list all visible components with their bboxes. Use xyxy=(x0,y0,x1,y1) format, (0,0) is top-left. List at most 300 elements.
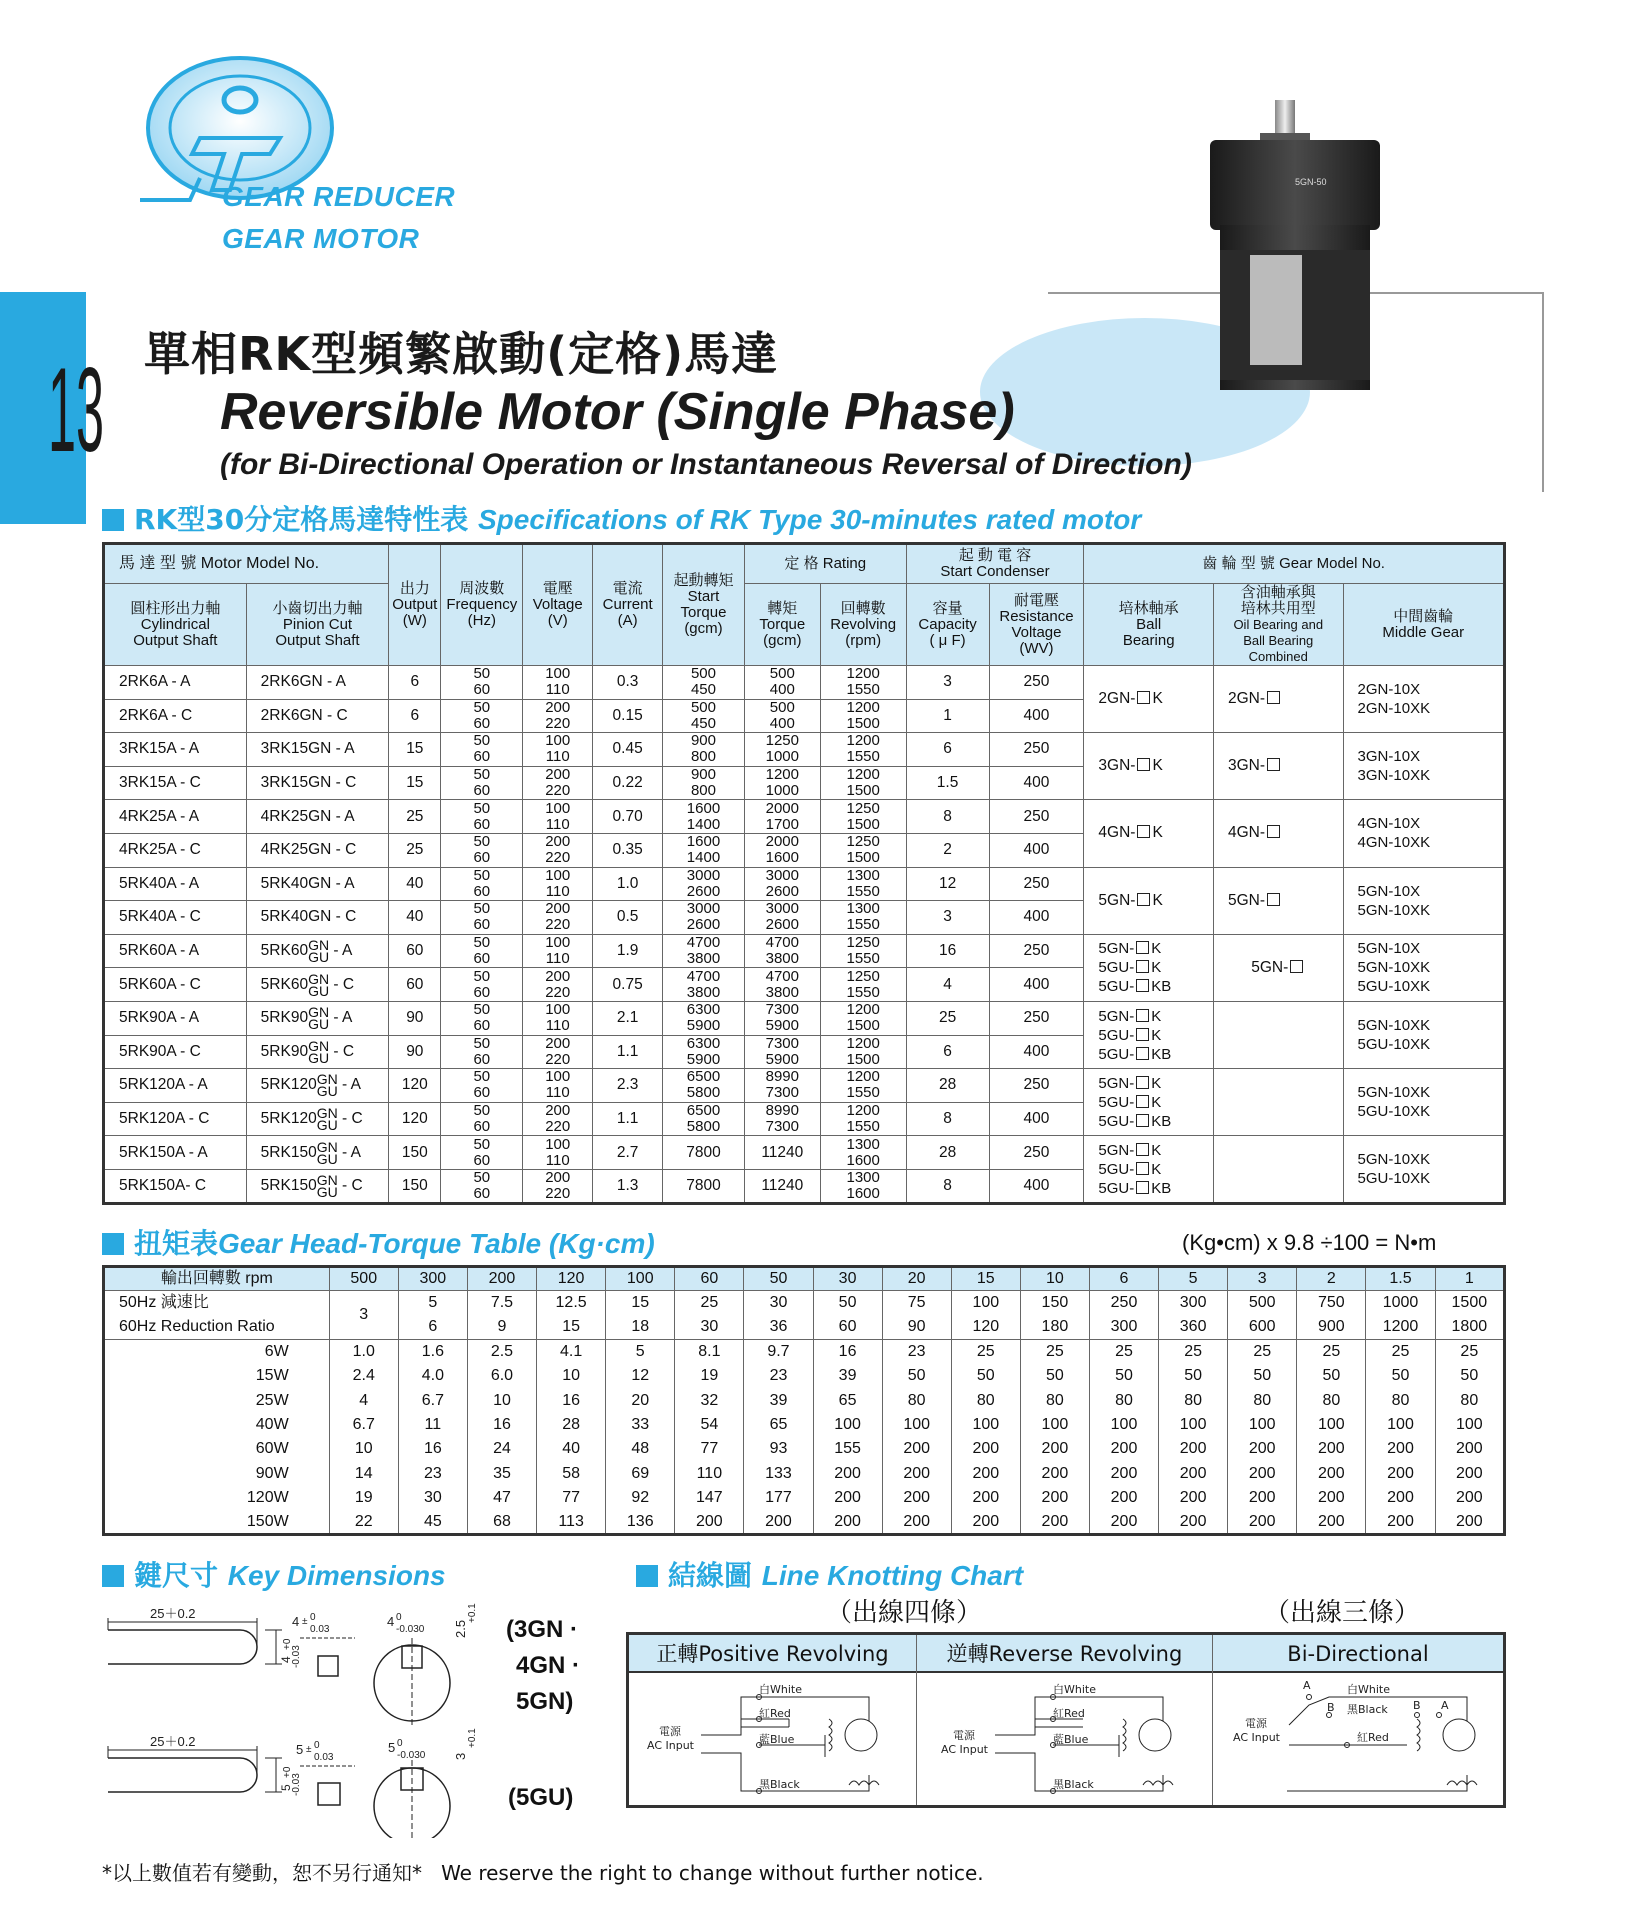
rating-torque: 3000 2600 xyxy=(744,901,820,935)
start-torque-header: 起動轉矩 Start Torque (gcm) xyxy=(663,544,745,666)
rating-torque: 11240 xyxy=(744,1169,820,1203)
frequency: 50 60 xyxy=(441,1136,523,1170)
output-watts: 15 xyxy=(389,733,441,767)
rpm-value: 500 xyxy=(329,1267,398,1291)
revolving: 1250 1500 xyxy=(820,833,906,867)
page-subtitle: (for Bi-Directional Operation or Instantaneous Reversal of Direction) xyxy=(220,448,1192,481)
voltage: 100 110 xyxy=(523,733,593,767)
torque-value: 8.1 xyxy=(675,1340,744,1364)
ratio-60hz-value: 18 xyxy=(606,1315,675,1339)
torque-value: 10 xyxy=(537,1364,606,1388)
svg-text:0: 0 xyxy=(310,1612,316,1623)
blank-box xyxy=(1136,1143,1149,1156)
current: 0.75 xyxy=(593,968,663,1002)
start-torque: 6300 5900 xyxy=(663,1001,745,1035)
capacity: 2 xyxy=(906,833,989,867)
svg-text:黑Black: 黑Black xyxy=(759,1778,800,1791)
voltage-header: 電壓 Voltage (V) xyxy=(523,544,593,666)
ratio-50hz-value: 30 xyxy=(744,1291,813,1315)
torque-value: 133 xyxy=(744,1462,813,1486)
resistance-voltage: 400 xyxy=(989,1102,1084,1136)
torque-value: 50 xyxy=(1228,1364,1297,1388)
current-header: 電流 Current (A) xyxy=(593,544,663,666)
rpm-value: 3 xyxy=(1228,1267,1297,1291)
rpm-value: 200 xyxy=(467,1267,536,1291)
capacity: 4 xyxy=(906,968,989,1002)
torque-value: 200 xyxy=(1435,1437,1504,1461)
current: 0.35 xyxy=(593,833,663,867)
torque-value: 200 xyxy=(882,1462,951,1486)
voltage: 200 220 xyxy=(523,968,593,1002)
cylindrical-model: 3RK15A - C xyxy=(104,766,247,800)
rating-torque-header: 轉矩 Torque (gcm) xyxy=(744,584,820,666)
capacity: 12 xyxy=(906,867,989,901)
torque-value: 200 xyxy=(882,1486,951,1510)
rating-torque: 7300 5900 xyxy=(744,1035,820,1069)
voltage: 200 220 xyxy=(523,1169,593,1203)
torque-value: 100 xyxy=(1228,1413,1297,1437)
torque-value: 32 xyxy=(675,1388,744,1412)
svg-text:±: ± xyxy=(306,1744,312,1755)
ratio-60hz-value: 6 xyxy=(398,1315,467,1339)
torque-value: 40 xyxy=(537,1437,606,1461)
torque-watts: 120W xyxy=(104,1486,330,1510)
gn-gu-label: GN GU xyxy=(308,1004,330,1033)
resistance-voltage: 400 xyxy=(989,901,1084,935)
capacity: 3 xyxy=(906,901,989,935)
ratio-60hz-value: 1200 xyxy=(1366,1315,1435,1339)
revolving: 1200 1550 xyxy=(820,666,906,700)
spec-row xyxy=(104,733,1505,767)
svg-text:+0: +0 xyxy=(282,1766,293,1778)
wiring-diagrams xyxy=(629,1675,1503,1805)
middle-gear-model: 5GN-10X 5GN-10XK xyxy=(1343,867,1504,934)
output-watts: 90 xyxy=(389,1001,441,1035)
key-section-heading: 鍵尺寸 Key Dimensions xyxy=(102,1554,446,1594)
resistance-voltage: 400 xyxy=(989,968,1084,1002)
svg-text:0: 0 xyxy=(396,1612,402,1623)
torque-value: 77 xyxy=(675,1437,744,1461)
output-watts: 150 xyxy=(389,1169,441,1203)
svg-text:電源: 電源 xyxy=(1245,1717,1267,1730)
ratio-50hz-value: 12.5 xyxy=(537,1291,606,1315)
torque-value: 50 xyxy=(1435,1364,1504,1388)
torque-value: 200 xyxy=(1366,1462,1435,1486)
pinion-model: 4RK25GN - C xyxy=(246,833,389,867)
torque-value: 200 xyxy=(1159,1486,1228,1510)
torque-value: 58 xyxy=(537,1462,606,1486)
blank-box xyxy=(1137,691,1150,704)
voltage: 200 220 xyxy=(523,1035,593,1069)
motor-label: 5GN-50 xyxy=(1295,177,1327,187)
torque-value: 65 xyxy=(744,1413,813,1437)
torque-value: 136 xyxy=(606,1510,675,1534)
gear-model-header: 齒 輪 型 號 Gear Model No. xyxy=(1084,544,1505,584)
ratio-60hz-value: 30 xyxy=(675,1315,744,1339)
svg-text:黑Black: 黑Black xyxy=(1053,1778,1094,1791)
torque-value: 80 xyxy=(1159,1388,1228,1412)
cylindrical-model: 4RK25A - C xyxy=(104,833,247,867)
spec-table-body xyxy=(104,666,1505,1204)
rating-torque: 4700 3800 xyxy=(744,934,820,968)
middle-gear-header: 中間齒輪 Middle Gear xyxy=(1343,584,1504,666)
torque-value: 28 xyxy=(537,1413,606,1437)
voltage: 100 110 xyxy=(523,1001,593,1035)
torque-value: 200 xyxy=(882,1437,951,1461)
rating-header: 定 格 Rating xyxy=(744,544,906,584)
svg-text:紅Red: 紅Red xyxy=(1053,1707,1085,1720)
torque-watts: 150W xyxy=(104,1510,330,1534)
torque-value: 200 xyxy=(1297,1486,1366,1510)
rpm-value: 6 xyxy=(1089,1267,1158,1291)
torque-value: 16 xyxy=(813,1340,882,1364)
torque-row xyxy=(104,1510,1505,1534)
svg-text:-0.03: -0.03 xyxy=(291,1645,302,1668)
torque-value: 200 xyxy=(951,1462,1020,1486)
motor-model-header: 馬 達 型 號 Motor Model No. xyxy=(104,544,389,584)
torque-row xyxy=(104,1437,1505,1461)
torque-row xyxy=(104,1413,1505,1437)
resistance-voltage: 250 xyxy=(989,666,1084,700)
torque-value: 5 xyxy=(606,1340,675,1364)
torque-value: 19 xyxy=(329,1486,398,1510)
rating-torque: 500 400 xyxy=(744,699,820,733)
torque-value: 50 xyxy=(1159,1364,1228,1388)
output-watts: 15 xyxy=(389,766,441,800)
svg-text:5: 5 xyxy=(388,1740,396,1755)
svg-text:電源: 電源 xyxy=(659,1725,681,1738)
torque-value: 4 xyxy=(329,1388,398,1412)
svg-text:A: A xyxy=(1303,1679,1311,1692)
rpm-value: 1.5 xyxy=(1366,1267,1435,1291)
torque-value: 23 xyxy=(744,1364,813,1388)
capacity: 16 xyxy=(906,934,989,968)
frequency-header: 周波數 Frequency (Hz) xyxy=(441,544,523,666)
rpm-value: 15 xyxy=(951,1267,1020,1291)
torque-value: 200 xyxy=(1366,1437,1435,1461)
start-torque: 6500 5800 xyxy=(663,1102,745,1136)
frequency: 50 60 xyxy=(441,1102,523,1136)
torque-value: 69 xyxy=(606,1462,675,1486)
pinion-model: 4RK25GN - A xyxy=(246,800,389,834)
ratio-60hz-value: 600 xyxy=(1228,1315,1297,1339)
revolving: 1300 1600 xyxy=(820,1169,906,1203)
torque-value: 80 xyxy=(951,1388,1020,1412)
torque-value: 200 xyxy=(1435,1510,1504,1534)
wiring-positive-labels xyxy=(647,1683,802,1791)
brand-text xyxy=(222,176,455,260)
torque-row xyxy=(104,1364,1505,1388)
spec-row xyxy=(104,1001,1505,1035)
torque-value: 100 xyxy=(951,1413,1020,1437)
reverse-header: 逆轉Reverse Revolving xyxy=(917,1635,1212,1673)
rpm-value: 1 xyxy=(1435,1267,1504,1291)
ratio-60hz-label: 60Hz Reduction Ratio xyxy=(104,1315,330,1339)
wiring-bidirectional-labels xyxy=(1233,1679,1449,1744)
blank-box xyxy=(1136,1028,1149,1041)
torque-value: 200 xyxy=(1297,1437,1366,1461)
section-bullet xyxy=(102,1565,124,1587)
pinion-model: 3RK15GN - A xyxy=(246,733,389,767)
torque-value: 2.5 xyxy=(467,1340,536,1364)
cylindrical-model: 5RK90A - C xyxy=(104,1035,247,1069)
svg-text:25＋0.2: 25＋0.2 xyxy=(150,1734,196,1749)
torque-value: 200 xyxy=(1089,1486,1158,1510)
output-watts: 90 xyxy=(389,1035,441,1069)
revolving: 1250 1500 xyxy=(820,800,906,834)
unit-conversion-formula: (Kg•cm) x 9.8 ÷100 = N•m xyxy=(1182,1230,1437,1255)
torque-value: 25 xyxy=(1089,1340,1158,1364)
resistance-voltage: 250 xyxy=(989,1136,1084,1170)
torque-value: 25 xyxy=(1228,1340,1297,1364)
svg-text:白White: 白White xyxy=(759,1683,802,1696)
svg-text:A: A xyxy=(1441,1699,1449,1712)
line-section-heading: 結線圖 Line Knotting Chart xyxy=(636,1554,1023,1594)
cylindrical-model: 5RK150A - A xyxy=(104,1136,247,1170)
capacity: 6 xyxy=(906,1035,989,1069)
pinion-model: 5RK40GN - A xyxy=(246,867,389,901)
torque-rpm-row xyxy=(104,1267,1505,1291)
gn-key-labels xyxy=(150,1603,478,1668)
svg-text:+0.1: +0.1 xyxy=(467,1603,478,1623)
resistance-voltage: 400 xyxy=(989,1035,1084,1069)
frequency: 50 60 xyxy=(441,699,523,733)
rpm-value: 120 xyxy=(537,1267,606,1291)
torque-value: 2.4 xyxy=(329,1364,398,1388)
ratio-50hz-value: 100 xyxy=(951,1291,1020,1315)
svg-text:0.03: 0.03 xyxy=(310,1624,330,1635)
ratio-50hz-row xyxy=(104,1291,1505,1315)
current: 0.3 xyxy=(593,666,663,700)
oil-bearing-model: 4GN- xyxy=(1213,800,1343,867)
torque-value: 200 xyxy=(1366,1510,1435,1534)
ball-bearing-model: 2GN- K xyxy=(1084,666,1214,733)
resistance-header: 耐電壓 Resistance Voltage (WV) xyxy=(989,584,1084,666)
spec-section-heading: RK型30分定格馬達特性表 Specifications of RK Type 30-minutes rated motor xyxy=(102,498,1141,538)
pinion-model: 5RK150GN GU - A xyxy=(246,1136,389,1170)
torque-row xyxy=(104,1486,1505,1510)
voltage: 100 110 xyxy=(523,1136,593,1170)
spec-row xyxy=(104,934,1505,968)
voltage: 100 110 xyxy=(523,666,593,700)
frequency: 50 60 xyxy=(441,901,523,935)
svg-text:紅Red: 紅Red xyxy=(759,1707,791,1720)
ratio-50hz-value: 150 xyxy=(1020,1291,1089,1315)
voltage: 100 110 xyxy=(523,800,593,834)
start-torque: 500 450 xyxy=(663,699,745,733)
torque-value: 100 xyxy=(813,1413,882,1437)
pinion-model: 5RK120GN GU - C xyxy=(246,1102,389,1136)
blank-box xyxy=(1136,1076,1149,1089)
svg-text:0.03: 0.03 xyxy=(314,1752,334,1763)
cylindrical-model: 2RK6A - C xyxy=(104,699,247,733)
blank-box xyxy=(1267,758,1280,771)
pinion-header: 小齒切出力軸 Pinion Cut Output Shaft xyxy=(246,584,389,666)
ratio-50hz-value: 1500 xyxy=(1435,1291,1504,1315)
ratio-60hz-value: 120 xyxy=(951,1315,1020,1339)
rating-torque: 1250 1000 xyxy=(744,733,820,767)
current: 2.3 xyxy=(593,1069,663,1103)
frequency: 50 60 xyxy=(441,733,523,767)
svg-text:AC Input: AC Input xyxy=(647,1739,694,1752)
torque-value: 9.7 xyxy=(744,1340,813,1364)
rpm-value: 2 xyxy=(1297,1267,1366,1291)
torque-value: 25 xyxy=(1297,1340,1366,1364)
svg-text:AC Input: AC Input xyxy=(1233,1731,1280,1744)
torque-value: 200 xyxy=(1366,1486,1435,1510)
svg-text:5: 5 xyxy=(279,1784,293,1791)
cylindrical-model: 5RK150A- C xyxy=(104,1169,247,1203)
current: 1.9 xyxy=(593,934,663,968)
middle-gear-model: 2GN-10X 2GN-10XK xyxy=(1343,666,1504,733)
frequency: 50 60 xyxy=(441,800,523,834)
torque-value: 93 xyxy=(744,1437,813,1461)
ratio-60hz-value: 15 xyxy=(537,1315,606,1339)
ratio-60hz-value: 90 xyxy=(882,1315,951,1339)
rpm-value: 60 xyxy=(675,1267,744,1291)
svg-text:電源: 電源 xyxy=(953,1729,975,1742)
middle-gear-model: 5GN-10XK 5GU-10XK xyxy=(1343,1069,1504,1136)
spec-table xyxy=(102,542,1506,1205)
torque-value: 50 xyxy=(882,1364,951,1388)
page-title-zh: 單相RK型頻繁啟動(定格)馬達 xyxy=(144,327,779,381)
voltage: 100 110 xyxy=(523,934,593,968)
start-torque: 3000 2600 xyxy=(663,901,745,935)
current: 1.3 xyxy=(593,1169,663,1203)
svg-text:白White: 白White xyxy=(1053,1683,1096,1696)
current: 2.1 xyxy=(593,1001,663,1035)
ratio-50hz-value: 5 xyxy=(398,1291,467,1315)
revolving: 1250 1550 xyxy=(820,968,906,1002)
torque-value: 39 xyxy=(813,1364,882,1388)
cylindrical-model: 5RK40A - C xyxy=(104,901,247,935)
middle-gear-model: 5GN-10XK 5GU-10XK xyxy=(1343,1001,1504,1068)
torque-watts: 90W xyxy=(104,1462,330,1486)
ratio-50hz-value: 50 xyxy=(813,1291,882,1315)
revolving: 1300 1550 xyxy=(820,867,906,901)
cylindrical-model: 5RK60A - C xyxy=(104,968,247,1002)
blank-box xyxy=(1136,1181,1149,1194)
torque-value: 200 xyxy=(1089,1437,1158,1461)
revolving: 1200 1550 xyxy=(820,1069,906,1103)
output-watts: 150 xyxy=(389,1136,441,1170)
ratio-50hz-value: 750 xyxy=(1297,1291,1366,1315)
torque-value: 80 xyxy=(1366,1388,1435,1412)
blank-box xyxy=(1267,893,1280,906)
revolving: 1200 1500 xyxy=(820,1035,906,1069)
torque-section-heading: 扭矩表Gear Head-Torque Table (Kg·cm) xyxy=(102,1222,655,1262)
resistance-voltage: 250 xyxy=(989,800,1084,834)
output-watts: 40 xyxy=(389,901,441,935)
torque-value: 16 xyxy=(467,1413,536,1437)
resistance-voltage: 250 xyxy=(989,1069,1084,1103)
frequency: 50 60 xyxy=(441,833,523,867)
torque-value: 68 xyxy=(467,1510,536,1534)
current: 0.5 xyxy=(593,901,663,935)
torque-value: 100 xyxy=(1435,1413,1504,1437)
condenser-header: 起 動 電 容 Start Condenser xyxy=(906,544,1084,584)
rating-torque: 500 400 xyxy=(744,666,820,700)
ball-bearing-model: 3GN- K xyxy=(1084,733,1214,800)
torque-value: 6.7 xyxy=(398,1388,467,1412)
svg-text:+0.1: +0.1 xyxy=(467,1728,478,1748)
start-torque: 4700 3800 xyxy=(663,934,745,968)
ratio-60hz-value: 60 xyxy=(813,1315,882,1339)
ball-bearing-model: 5GN- K 5GU- K 5GU- KB xyxy=(1084,934,1214,1001)
torque-value: 100 xyxy=(1089,1413,1158,1437)
frequency: 50 60 xyxy=(441,1069,523,1103)
current: 1.0 xyxy=(593,867,663,901)
torque-watts: 40W xyxy=(104,1413,330,1437)
revolving: 1200 1500 xyxy=(820,1001,906,1035)
torque-value: 200 xyxy=(1435,1486,1504,1510)
oil-bearing-model xyxy=(1213,1136,1343,1204)
key-label-gn: (3GN · 4GN · 5GN) xyxy=(506,1616,581,1715)
torque-value: 1.6 xyxy=(398,1340,467,1364)
start-torque: 6300 5900 xyxy=(663,1035,745,1069)
torque-value: 77 xyxy=(537,1486,606,1510)
blank-box xyxy=(1136,1047,1149,1060)
voltage: 200 220 xyxy=(523,833,593,867)
blank-box xyxy=(1267,691,1280,704)
rpm-value: 100 xyxy=(606,1267,675,1291)
output-watts: 40 xyxy=(389,867,441,901)
voltage: 200 220 xyxy=(523,1102,593,1136)
blank-box xyxy=(1136,1009,1149,1022)
svg-text:±: ± xyxy=(302,1616,308,1627)
rpm-value: 50 xyxy=(744,1267,813,1291)
revolving: 1200 1550 xyxy=(820,1102,906,1136)
torque-value: 25 xyxy=(951,1340,1020,1364)
gn-gu-label: GN GU xyxy=(316,1105,338,1134)
blank-box xyxy=(1137,893,1150,906)
ratio-60hz-value: 300 xyxy=(1089,1315,1158,1339)
torque-value: 200 xyxy=(1159,1437,1228,1461)
torque-value: 50 xyxy=(1366,1364,1435,1388)
output-watts: 120 xyxy=(389,1102,441,1136)
torque-value: 80 xyxy=(1228,1388,1297,1412)
torque-value: 1.0 xyxy=(329,1340,398,1364)
capacity: 8 xyxy=(906,1169,989,1203)
ratio-60hz-value: 36 xyxy=(744,1315,813,1339)
ratio-60hz-value: 9 xyxy=(467,1315,536,1339)
ratio-first: 3 xyxy=(329,1291,398,1340)
capacity: 8 xyxy=(906,800,989,834)
svg-text:B: B xyxy=(1327,1701,1335,1714)
middle-gear-model: 5GN-10X 5GN-10XK 5GU-10XK xyxy=(1343,934,1504,1001)
capacity-header: 容量 Capacity ( μ F) xyxy=(906,584,989,666)
output-watts: 25 xyxy=(389,833,441,867)
torque-value: 14 xyxy=(329,1462,398,1486)
torque-value: 92 xyxy=(606,1486,675,1510)
torque-value: 100 xyxy=(1297,1413,1366,1437)
frequency: 50 60 xyxy=(441,1169,523,1203)
start-torque: 1600 1400 xyxy=(663,800,745,834)
voltage: 100 110 xyxy=(523,867,593,901)
brand-line-2: GEAR MOTOR xyxy=(222,223,420,254)
section-bullet xyxy=(102,1233,124,1255)
svg-text:+0: +0 xyxy=(282,1638,293,1650)
blank-box xyxy=(1136,960,1149,973)
ratio-60hz-value: 180 xyxy=(1020,1315,1089,1339)
svg-text:3: 3 xyxy=(453,1752,468,1760)
pinion-model: 5RK90GN GU - A xyxy=(246,1001,389,1035)
middle-gear-model: 3GN-10X 3GN-10XK xyxy=(1343,733,1504,800)
torque-table-body xyxy=(104,1267,1505,1535)
current: 0.22 xyxy=(593,766,663,800)
torque-value: 25 xyxy=(1366,1340,1435,1364)
torque-value: 23 xyxy=(882,1340,951,1364)
